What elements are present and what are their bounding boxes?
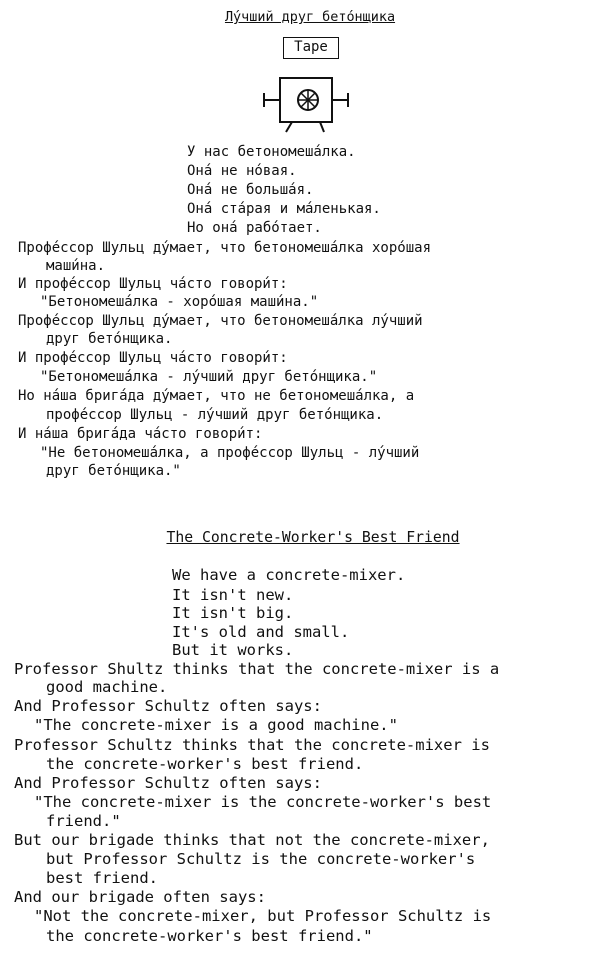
en-line-9: "The concrete-mixer is a good machine." (34, 716, 398, 734)
ru-line-8: И профе́ссор Шульц ча́сто говори́т: (18, 276, 288, 292)
ru-line-18: друг бето́нщика." (46, 463, 181, 479)
en-line-15: But our brigade thinks that not the concrete-mixer, (14, 831, 490, 849)
russian-title: Лу́чший друг бето́нщика (224, 10, 396, 25)
en-line-5: But it works. (172, 641, 294, 659)
english-title: The Concrete-Worker's Best Friend (166, 529, 460, 546)
en-line-18: And our brigade often says: (14, 888, 266, 906)
tape-label: Tape (294, 39, 328, 55)
ru-line-12: И профе́ссор Шульц ча́сто говори́т: (18, 350, 288, 366)
en-line-8: And Professor Schultz often says: (14, 697, 322, 715)
en-line-11: the concrete-worker's best friend. (46, 755, 364, 773)
en-line-20: the concrete-worker's best friend." (46, 927, 373, 945)
ru-line-2: Она́ не но́вая. (187, 163, 297, 179)
en-line-3: It isn't big. (172, 604, 294, 622)
en-line-17: best friend. (46, 869, 158, 887)
ru-line-10: Профе́ссор Шульц ду́мает, что бетономеша́лка лу́чший (18, 313, 423, 329)
ru-line-1: У нас бетономеша́лка. (187, 144, 356, 160)
tape-label-box (283, 37, 339, 59)
ru-line-4: Она́ ста́рая и ма́ленькая. (187, 201, 381, 217)
concrete-mixer-icon (258, 70, 358, 140)
ru-line-3: Она́ не больша́я. (187, 182, 314, 198)
en-line-6: Professor Shultz thinks that the concrete-mixer is a (14, 660, 500, 678)
ru-line-17: "Не бетономеша́лка, а профе́ссор Шульц - лу́чший (40, 445, 420, 461)
en-line-12: And Professor Schultz often says: (14, 774, 322, 792)
en-line-4: It's old and small. (172, 623, 350, 641)
en-line-19: "Not the concrete-mixer, but Professor Schultz is (34, 907, 492, 925)
ru-line-16: И на́ша брига́да ча́сто говори́т: (18, 426, 263, 442)
ru-line-14: Но на́ша брига́да ду́мает, что не бетономеша́лка, а (18, 388, 415, 404)
ru-line-5: Но она́ рабо́тает. (187, 220, 322, 236)
ru-line-9: "Бетономеша́лка - хоро́шая маши́на." (40, 294, 319, 310)
en-line-10: Professor Schultz thinks that the concrete-mixer is (14, 736, 490, 754)
ru-line-15: профе́ссор Шульц - лу́чший друг бето́нщика. (46, 407, 384, 423)
en-line-2: It isn't new. (172, 586, 294, 604)
en-line-14: friend." (46, 812, 121, 830)
ru-line-7: маши́на. (46, 258, 106, 274)
ru-line-13: "Бетономеша́лка - лу́чший друг бето́нщика." (40, 369, 378, 385)
ru-line-11: друг бето́нщика. (46, 331, 173, 347)
en-line-13: "The concrete-mixer is the concrete-worker's best (34, 793, 492, 811)
en-line-16: but Professor Schultz is the concrete-worker's (46, 850, 476, 868)
ru-line-6: Профе́ссор Шульц ду́мает, что бетономеша́лка хоро́шая (18, 240, 432, 256)
en-line-7: good machine. (46, 678, 168, 696)
en-line-1: We have a concrete-mixer. (172, 566, 406, 584)
